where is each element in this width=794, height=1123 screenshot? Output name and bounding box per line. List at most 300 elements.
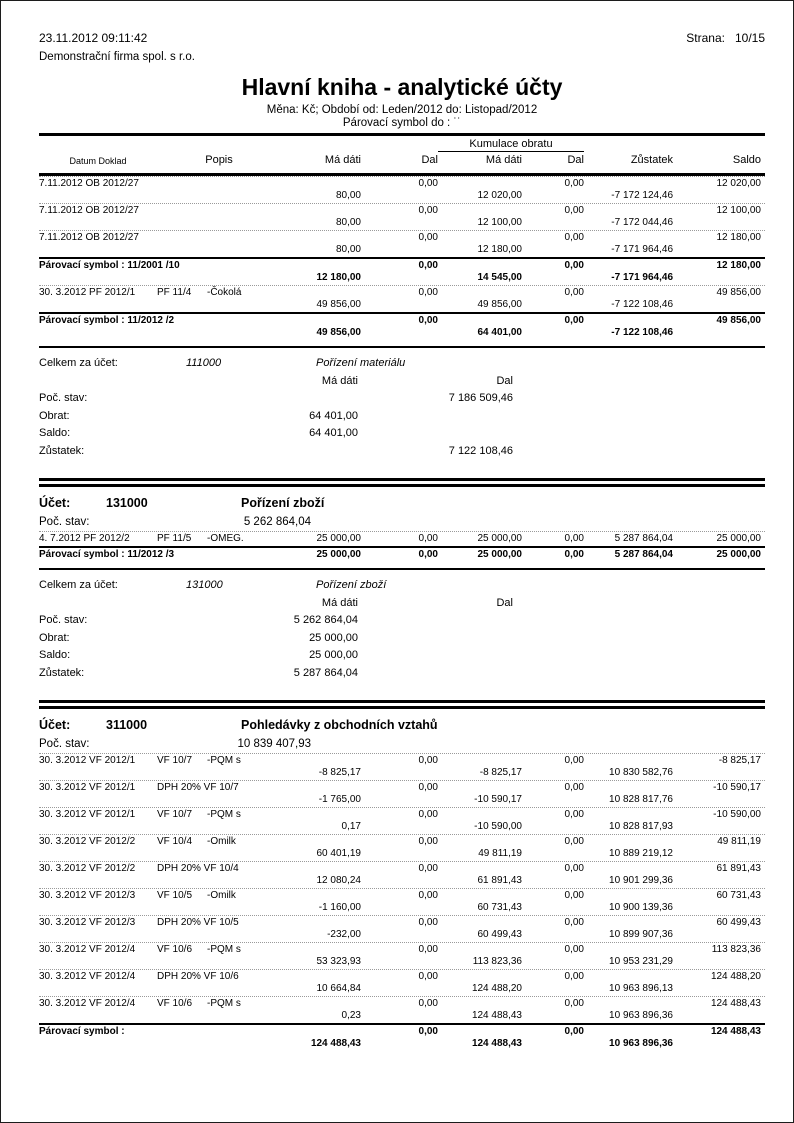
account-totals-number: 111000 [186,357,222,369]
cell-popis [157,836,281,848]
totals-line-label: Poč. stav: [39,392,88,404]
cell-dal: 0,00 [418,178,438,189]
cell-datum-doklad: 30. 3.2012 VF 2012/3 [39,890,136,901]
table-row [39,996,765,1023]
cell-madati: 0,17 [341,821,361,832]
table-row-line [39,998,765,1010]
account-number: 131000 [106,496,148,510]
cell-kum-dal: 0,00 [564,232,584,243]
table-row-line [39,272,765,284]
totals-col-dal: Dal [496,374,513,387]
account-totals-block [39,570,765,691]
popis-ref: VF 10/4 [157,836,193,847]
table-row-line [39,782,765,794]
cell-kum-madati: 124 488,20 [471,983,522,994]
cell-dal: 0,00 [418,755,438,766]
pairing-symbol-label: Párovací symbol : 11/2012 /2 [39,315,175,326]
totals-line-label: Obrat: [39,631,70,644]
cell-saldo: 124 488,43 [710,1026,761,1037]
popis-ref [157,205,207,217]
company-name: Demonstrační firma spol. s r.o. [39,51,195,63]
cell-kum-madati: -10 590,17 [474,794,522,805]
cell-zustatek: 10 899 907,36 [609,929,673,940]
opening-balance [39,516,765,528]
table-row-line [39,287,765,299]
cell-kum-dal: 0,00 [564,755,584,766]
popis-ref: PF 11/4 [157,287,192,298]
account-totals-columns [39,373,765,391]
totals-value-dal [358,665,513,683]
cell-saldo: 60 499,43 [716,917,761,928]
totals-col-madati: Má dáti [321,374,358,387]
table-row-line [39,809,765,821]
cell-kum-madati: -8 825,17 [479,767,522,778]
cell-popis [157,533,281,545]
cell-popis [157,178,281,190]
column-header-zustatek: Zůstatek [630,154,673,166]
totals-line-label: Zůstatek: [39,666,85,679]
cell-kum-dal: 0,00 [564,549,584,560]
totals-value-madati: 64 401,00 [309,409,358,422]
cell-kum-dal: 0,00 [564,287,584,298]
totals-col-dal: Dal [496,596,513,609]
popis-ref [157,232,207,244]
cell-datum-doklad: 30. 3.2012 VF 2012/3 [39,917,136,928]
cell-kum-madati: 61 891,43 [477,875,522,886]
cell-zustatek: -7 172 044,46 [611,217,673,228]
totals-value-dal: 7 122 108,46 [448,444,513,457]
cell-zustatek: 5 287 864,04 [614,533,673,544]
table-row-line [39,902,765,914]
cell-madati: 80,00 [335,217,361,228]
cell-dal: 0,00 [418,232,438,243]
cell-zustatek: 10 963 896,36 [609,1038,673,1049]
totals-line-label: Saldo: [39,649,71,661]
cell-dal: 0,00 [418,809,438,820]
cell-kum-madati: 124 488,43 [471,1038,522,1049]
cell-saldo: 12 020,00 [716,178,761,189]
cell-kum-madati: 64 401,00 [477,327,522,338]
section-divider [39,700,765,709]
table-row [39,531,765,546]
totals-value-dal [358,425,513,443]
popis-name: -Čokolá [207,287,242,298]
table-row [39,969,765,996]
account-totals-line [39,630,765,648]
table-row [39,807,765,834]
cell-datum-doklad: 30. 3.2012 VF 2012/4 [39,944,136,955]
popis-ref: DPH 20% VF 10/5 [157,917,239,928]
popis-ref: VF 10/6 [157,998,193,1009]
popis-name: -PQM s [207,755,241,766]
pairing-symbol-label: Párovací symbol : [39,1026,125,1037]
table-row-line [39,315,765,327]
cell-kum-dal: 0,00 [564,971,584,982]
section-divider [39,478,765,487]
cell-datum-doklad: 7.11.2012 OB 2012/27 [39,205,139,216]
cell-dal: 0,00 [418,549,438,560]
cell-kum-dal: 0,00 [564,178,584,189]
popis-ref: DPH 20% VF 10/4 [157,863,239,874]
table-row-line [39,232,765,244]
table-row-line [39,875,765,887]
account-totals-block [39,348,765,469]
cell-kum-madati: 124 488,43 [471,1010,522,1021]
account-header [39,496,765,510]
total-row [39,312,765,340]
totals-value-madati: 5 287 864,04 [293,666,358,679]
cell-kum-madati: 14 545,00 [477,272,522,283]
cell-zustatek: -7 171 964,46 [611,272,673,283]
table-row [39,780,765,807]
cell-saldo: 12 180,00 [716,232,761,243]
table-row-line [39,190,765,202]
cell-saldo: -10 590,17 [713,782,761,793]
table-row-line [39,917,765,929]
table-row-line [39,821,765,833]
cell-dal: 0,00 [418,287,438,298]
cell-madati: 10 664,84 [316,983,361,994]
column-group-kumulace: Kumulace obratu [438,138,584,152]
report-subtitle-pairing: Párovací symbol do : ˙˙ [342,117,462,129]
popis-ref: VF 10/7 [157,809,193,820]
account-totals-line [39,408,765,426]
table-row [39,942,765,969]
cell-kum-dal: 0,00 [564,260,584,271]
report-subtitle-period: Měna: Kč; Období od: Leden/2012 do: Listopad/2012 [266,104,538,116]
report-body [39,176,765,1051]
cell-datum-doklad: 30. 3.2012 VF 2012/1 [39,809,136,820]
cell-popis [157,998,281,1010]
table-row-line [39,971,765,983]
table-row-line [39,836,765,848]
cell-popis [157,917,281,929]
totals-value-dal: 7 186 509,46 [448,392,513,404]
table-row-line [39,244,765,256]
cell-dal: 0,00 [418,863,438,874]
column-header-popis: Popis [205,154,233,166]
table-row-line [39,533,765,545]
page-number-label: Strana: [686,31,725,45]
column-header-row [39,152,765,169]
cell-kum-madati: -10 590,00 [474,821,522,832]
cell-kum-dal: 0,00 [564,890,584,901]
table-row-line [39,549,765,561]
popis-ref [157,178,207,190]
cell-madati: 53 323,93 [316,956,361,967]
cell-saldo: 49 856,00 [716,315,761,326]
totals-value-dal [358,612,513,630]
cell-saldo: 12 100,00 [716,205,761,216]
opening-balance-value: 10 839 407,93 [237,738,311,750]
cell-saldo: 25 000,00 [716,549,761,560]
totals-value-dal [358,408,513,426]
cell-datum-doklad: 30. 3.2012 VF 2012/4 [39,971,136,982]
cell-madati: 12 080,24 [316,875,361,886]
cell-saldo: 124 488,43 [710,998,761,1009]
cell-kum-madati: 60 499,43 [477,929,522,940]
cell-madati: 60 401,19 [316,848,361,859]
cell-saldo: 49 856,00 [716,287,761,298]
spacer [39,373,186,391]
cell-dal: 0,00 [418,260,438,271]
cell-dal: 0,00 [418,1026,438,1037]
account-label: Účet: [39,718,71,732]
column-header-datum: Datum Doklad [69,156,127,166]
cell-saldo: 124 488,20 [710,971,761,982]
report-title: Hlavní kniha - analytické účty [241,74,563,100]
totals-value-dal [358,630,513,648]
cell-saldo: 49 811,19 [717,836,761,847]
cell-popis [157,287,281,299]
cell-datum-doklad: 7.11.2012 OB 2012/27 [39,178,139,189]
table-row-line [39,944,765,956]
table-row [39,861,765,888]
totals-value-madati: 64 401,00 [309,427,358,439]
account-totals-line [39,665,765,683]
header-rule-top [39,133,765,136]
account-totals-label: Celkem za účet: [39,579,118,591]
opening-balance-label: Poč. stav: [39,738,90,750]
cell-popis [157,944,281,956]
table-row [39,285,765,312]
cell-kum-dal: 0,00 [564,944,584,955]
table-row-line [39,848,765,860]
popis-ref: DPH 20% VF 10/6 [157,971,239,982]
cell-saldo: 25 000,00 [716,533,761,544]
cell-popis [157,782,281,794]
table-row [39,753,765,780]
cell-madati: 49 856,00 [316,299,361,310]
cell-kum-madati: 113 823,36 [472,956,522,967]
cell-madati: 0,23 [341,1010,361,1021]
cell-saldo: -10 590,00 [713,809,761,820]
cell-madati: -1 765,00 [318,794,361,805]
account-totals-name: Pořízení materiálu [316,357,406,369]
cell-madati: 12 180,00 [316,272,361,283]
popis-name: -Omilk [207,890,236,901]
table-row-line [39,929,765,941]
table-row-line [39,863,765,875]
cell-madati: 124 488,43 [310,1038,361,1049]
cell-kum-dal: 0,00 [564,1026,584,1037]
account-totals-columns [39,595,765,613]
cell-zustatek: -7 122 108,46 [611,327,673,338]
cell-kum-dal: 0,00 [564,809,584,820]
account-totals-line [39,612,765,630]
total-row [39,257,765,285]
account-label: Účet: [39,496,71,510]
cell-zustatek: 10 828 817,93 [609,821,673,832]
cell-zustatek: 10 963 896,36 [609,1010,673,1021]
cell-kum-dal: 0,00 [564,836,584,847]
totals-value-madati [186,390,358,408]
cell-zustatek: 10 963 896,13 [609,983,673,994]
table-row-line [39,755,765,767]
cell-popis [157,890,281,902]
account-totals-line [39,647,765,665]
account-number: 311000 [106,718,148,732]
table-row [39,176,765,203]
cell-datum-doklad: 30. 3.2012 VF 2012/2 [39,863,136,874]
cell-popis [157,205,281,217]
cell-kum-madati: 25 000,00 [477,533,522,544]
column-header-dal: Dal [421,154,438,166]
cell-saldo: 61 891,43 [716,863,761,874]
cell-dal: 0,00 [418,533,438,544]
table-row-line [39,794,765,806]
popis-ref: DPH 20% VF 10/7 [157,782,239,793]
column-header-kum-madati: Má dáti [485,154,522,166]
table-row-line [39,205,765,217]
popis-name: -Omilk [207,836,236,847]
totals-line-label: Zůstatek: [39,444,85,457]
cell-dal: 0,00 [418,917,438,928]
cell-zustatek: 10 900 139,36 [609,902,673,913]
cell-datum-doklad: 7.11.2012 OB 2012/27 [39,232,139,243]
account-totals-number: 131000 [186,579,223,591]
cell-popis [157,755,281,767]
page-number-value: 10/15 [734,31,765,45]
total-row [39,546,765,562]
cell-dal: 0,00 [418,205,438,216]
cell-kum-madati: 25 000,00 [477,549,522,560]
popis-name: -PQM s [207,998,241,1009]
table-row-line [39,178,765,190]
account-totals-name: Pořízení zboží [316,579,387,591]
cell-popis [157,809,281,821]
cell-kum-dal: 0,00 [564,205,584,216]
cell-dal: 0,00 [418,944,438,955]
account-totals-title [39,355,765,373]
account-name: Pohledávky z obchodních vztahů [241,718,438,732]
cell-kum-dal: 0,00 [564,998,584,1009]
cell-zustatek: -7 171 964,46 [611,244,673,255]
cell-kum-dal: 0,00 [564,315,584,326]
account-totals-line [39,443,765,461]
table-row [39,834,765,861]
column-header-saldo: Saldo [732,154,761,166]
cell-madati: -1 160,00 [318,902,361,913]
cell-kum-dal: 0,00 [564,782,584,793]
table-row [39,915,765,942]
page-number [686,31,765,45]
pairing-symbol-label: Párovací symbol : 11/2001 /10 [39,260,180,271]
account-header [39,718,765,732]
table-row-line [39,890,765,902]
totals-line-label: Obrat: [39,409,70,422]
table-row-line [39,1038,765,1050]
opening-balance-value: 5 262 864,04 [243,516,311,528]
cell-dal: 0,00 [418,890,438,901]
pairing-symbol-label: Párovací symbol : 11/2012 /3 [39,549,175,560]
popis-ref: VF 10/5 [157,890,193,901]
popis-name: -OMEG. [207,533,244,544]
table-row [39,203,765,230]
table-row-line [39,299,765,311]
table-row [39,888,765,915]
account-totals-line [39,390,765,408]
cell-kum-madati: 60 731,43 [477,902,522,913]
cell-madati: 49 856,00 [316,327,361,338]
popis-ref: PF 11/5 [157,533,192,544]
cell-madati: -8 825,17 [318,767,361,778]
cell-kum-madati: 12 020,00 [477,190,522,201]
cell-zustatek: 10 830 582,76 [609,767,673,778]
cell-datum-doklad: 30. 3.2012 VF 2012/1 [39,755,136,766]
cell-madati: -232,00 [327,929,361,940]
opening-balance [39,738,765,750]
cell-kum-madati: 49 856,00 [477,299,522,310]
account-totals-line [39,425,765,443]
column-header-madati: Má dáti [324,154,361,166]
cell-madati: 25 000,00 [316,533,361,544]
cell-zustatek: 10 828 817,76 [609,794,673,805]
table-row-line [39,1026,765,1038]
spacer [39,595,186,613]
table-row-line [39,767,765,779]
totals-value-madati: 5 262 864,04 [293,614,358,626]
total-row [39,1023,765,1051]
cell-madati: 25 000,00 [316,549,361,560]
totals-value-madati [186,443,358,461]
cell-zustatek: -7 172 124,46 [611,190,673,201]
cell-saldo: 60 731,43 [716,890,761,901]
cell-dal: 0,00 [418,836,438,847]
cell-datum-doklad: 30. 3.2012 VF 2012/2 [39,836,136,847]
popis-name: -PQM s [207,809,241,820]
cell-zustatek: 10 889 219,12 [609,848,673,859]
report-datetime: 23.11.2012 09:11:42 [39,31,148,45]
cell-zustatek: 5 287 864,04 [614,549,673,560]
cell-popis [157,232,281,244]
cell-zustatek: 10 953 231,29 [609,956,673,967]
cell-datum-doklad: 30. 3.2012 PF 2012/1 [39,287,136,298]
opening-balance-label: Poč. stav: [39,516,90,528]
cell-madati: 80,00 [335,244,361,255]
table-row-line [39,1010,765,1022]
cell-kum-madati: 49 811,19 [478,848,522,859]
table-row-line [39,260,765,272]
table-row-line [39,217,765,229]
cell-popis [157,971,281,983]
cell-kum-dal: 0,00 [564,863,584,874]
account-totals-label: Celkem za účet: [39,357,118,369]
cell-saldo: 113 823,36 [711,944,761,955]
cell-dal: 0,00 [418,971,438,982]
column-group-row [39,138,765,152]
popis-name: -PQM s [207,944,241,955]
table-row-line [39,327,765,339]
cell-kum-dal: 0,00 [564,917,584,928]
cell-datum-doklad: 4. 7.2012 PF 2012/2 [39,533,130,544]
cell-kum-dal: 0,00 [564,533,584,544]
cell-zustatek: 10 901 299,36 [609,875,673,886]
cell-kum-madati: 12 180,00 [477,244,522,255]
cell-saldo: 12 180,00 [716,260,761,271]
cell-dal: 0,00 [418,782,438,793]
totals-line-label: Saldo: [39,427,71,439]
cell-dal: 0,00 [418,315,438,326]
account-name: Pořízení zboží [241,496,325,510]
table-row-line [39,983,765,995]
column-header-kum-dal: Dal [567,154,584,166]
cell-zustatek: -7 122 108,46 [611,299,673,310]
totals-value-madati: 25 000,00 [309,631,358,644]
cell-datum-doklad: 30. 3.2012 VF 2012/4 [39,998,136,1009]
totals-col-madati: Má dáti [321,596,358,609]
cell-kum-madati: 12 100,00 [477,217,522,228]
